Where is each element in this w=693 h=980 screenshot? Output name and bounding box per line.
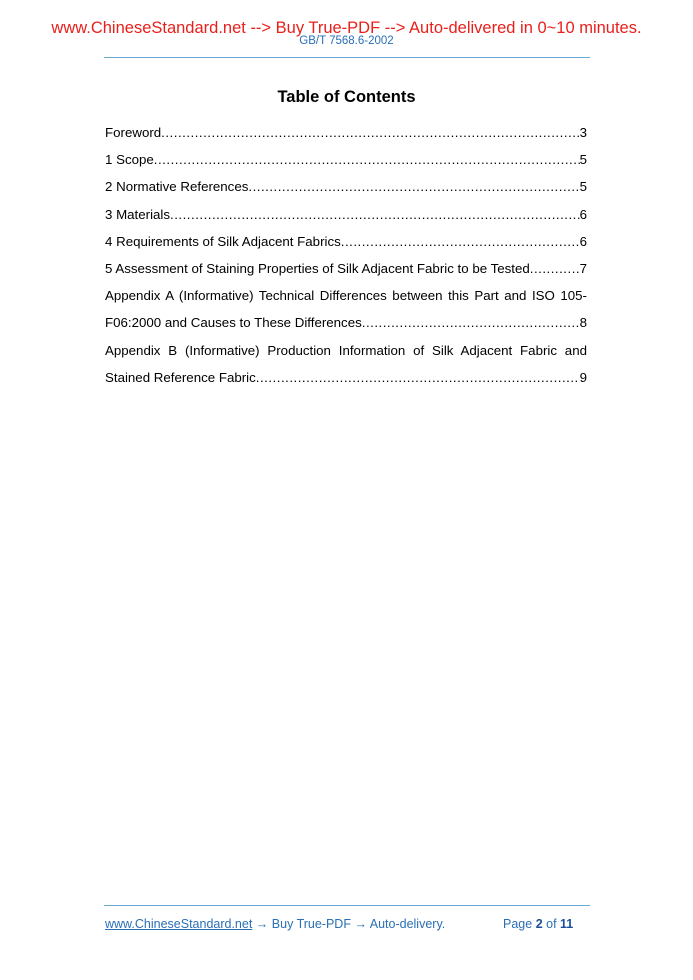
- toc-page-number: 5: [579, 179, 587, 195]
- toc-leader-dots: [154, 146, 580, 173]
- toc-line: [105, 228, 587, 255]
- toc-line: [105, 146, 587, 173]
- toc-page-number: 6: [579, 206, 587, 222]
- toc-leader-dots: [362, 309, 580, 336]
- arrow-icon: →: [354, 917, 367, 931]
- toc-page-number: 7: [579, 261, 587, 277]
- toc-line: [105, 173, 587, 200]
- footer-delivery-text: Auto-delivery.: [369, 917, 446, 931]
- footer-divider: [104, 905, 590, 906]
- toc-entry-title: Appendix A (Informative) Technical Differences between this Part and ISO 105-: [105, 288, 587, 304]
- toc-entry-title: 1 Scope: [105, 152, 154, 168]
- toc-leader-dots: [341, 228, 580, 255]
- toc-leader-dots: [170, 201, 580, 228]
- toc-entry-appendix-a[interactable]: [105, 282, 587, 336]
- toc-entry-title-continued: F06:2000 and Causes to These Differences: [105, 315, 362, 331]
- toc-leader-dots: [248, 173, 579, 200]
- page-current: 2: [535, 917, 543, 931]
- toc-entry-title: 4 Requirements of Silk Adjacent Fabrics: [105, 233, 341, 249]
- footer-buy-text: Buy True-PDF: [271, 917, 351, 931]
- toc-entry-title: Appendix B (Informative) Production Information of Silk Adjacent Fabric and: [105, 342, 587, 358]
- page-of-label: of: [546, 917, 557, 931]
- toc-entry-title: 3 Materials: [105, 206, 171, 222]
- toc-entry-scope[interactable]: [105, 146, 587, 173]
- toc-page-number: 9: [579, 369, 587, 385]
- toc-entry-appendix-b[interactable]: [105, 337, 587, 391]
- toc-line: [105, 364, 587, 391]
- toc-leader-dots: [530, 255, 580, 282]
- toc-entry-title-continued: Stained Reference Fabric: [105, 369, 256, 385]
- toc-entry-title: Foreword: [105, 125, 162, 140]
- toc-line: [105, 255, 587, 282]
- toc-page-number: 6: [579, 233, 587, 249]
- toc-entry-materials[interactable]: [105, 201, 587, 228]
- toc-leader-dots: [161, 119, 579, 146]
- toc-line: [105, 309, 587, 336]
- toc-page-number: 8: [579, 315, 587, 331]
- toc-entry-foreword[interactable]: [105, 119, 587, 146]
- table-of-contents: [105, 119, 587, 391]
- footer-promo: [105, 916, 445, 932]
- toc-entry-title: 5 Assessment of Staining Properties of Silk Adjacent Fabric to be Tested: [105, 261, 530, 277]
- page-total: 11: [560, 917, 574, 931]
- toc-entry-requirements[interactable]: [105, 228, 587, 255]
- arrow-icon: →: [255, 917, 269, 931]
- toc-line: [105, 201, 587, 228]
- toc-entry-assessment[interactable]: [105, 255, 587, 282]
- toc-page-number: 5: [579, 152, 587, 168]
- toc-leader-dots: [256, 364, 580, 391]
- page-indicator: [503, 916, 573, 932]
- toc-entry-normative-references[interactable]: [105, 173, 587, 200]
- promo-banner[interactable]: www.ChineseStandard.net --> Buy True-PDF --> Auto-delivered in 0~10 minutes.: [51, 19, 642, 37]
- toc-title: Table of Contents: [277, 88, 416, 106]
- toc-page-number: 3: [579, 125, 587, 140]
- page-label: Page: [503, 917, 533, 931]
- standard-code-header: GB/T 7568.6-2002: [299, 35, 394, 47]
- toc-line: [105, 119, 587, 146]
- footer-site-link[interactable]: www.ChineseStandard.net: [105, 917, 253, 931]
- header-divider: [104, 57, 590, 58]
- toc-entry-title: 2 Normative References: [105, 179, 249, 195]
